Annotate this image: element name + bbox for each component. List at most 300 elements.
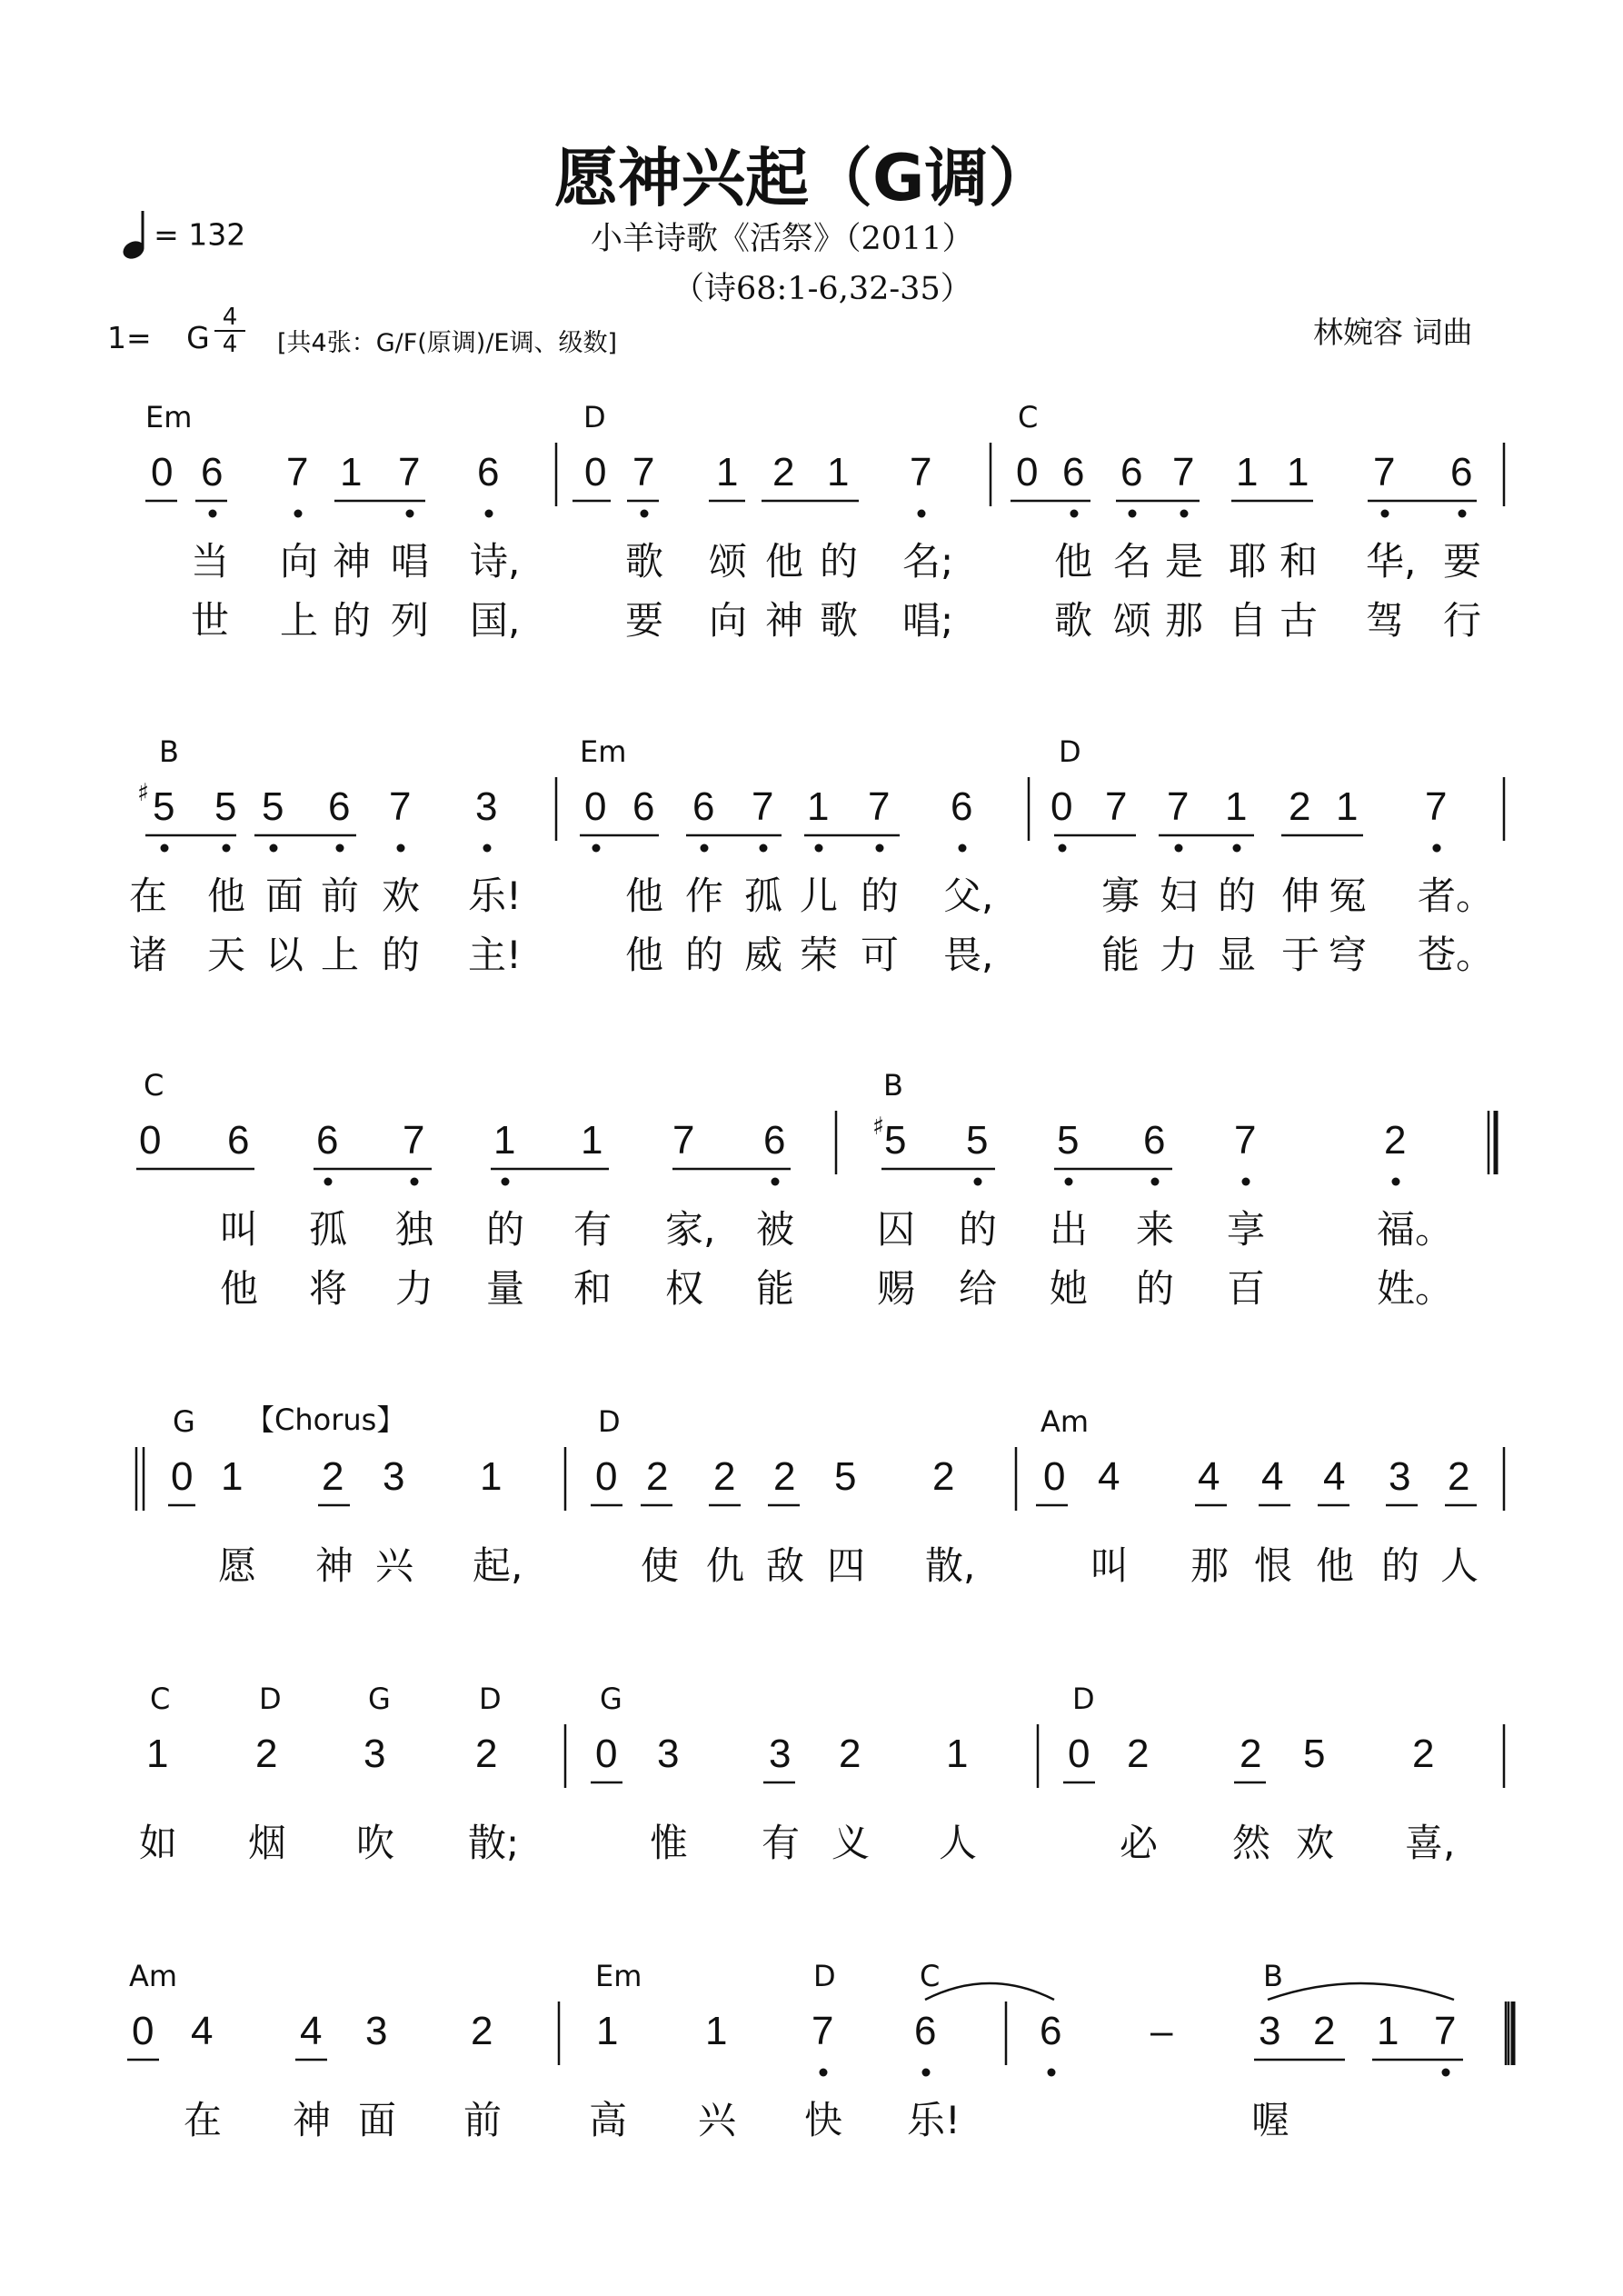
sharp-sign: ♯	[872, 1113, 885, 1141]
octave-dot	[1129, 510, 1137, 518]
note-digit: 6	[951, 784, 973, 829]
lyric-syllable: 权	[665, 1266, 704, 1311]
scripture-reference: （诗68:1-6,32-35）	[672, 271, 972, 307]
lyric-syllable: 散,	[925, 1543, 976, 1588]
lyric-syllable: 烟	[248, 1821, 287, 1865]
lyric-syllable: 上	[280, 598, 319, 643]
lyric-syllable: 家,	[665, 1207, 716, 1252]
note-digit: 1	[1236, 450, 1259, 494]
octave-dot	[1433, 844, 1441, 853]
lyric-syllable: 的	[486, 1207, 525, 1252]
lyric-syllable: 她	[1050, 1266, 1089, 1311]
octave-dot	[1233, 844, 1241, 853]
lyric-syllable: 散;	[468, 1821, 520, 1865]
lyric-syllable: 愿	[218, 1543, 257, 1588]
note-digit: 6	[201, 450, 224, 494]
lyric-syllable: 兴	[375, 1543, 414, 1588]
lyric-syllable: 将	[309, 1266, 348, 1311]
key-label: 1=	[107, 320, 152, 355]
chord-symbol: D	[1072, 1682, 1095, 1716]
note-digit: 6	[914, 2009, 937, 2053]
note-digit: 6	[632, 784, 655, 829]
lyric-syllable: 有	[762, 1821, 801, 1865]
lyric-syllable: 他	[625, 933, 664, 977]
chord-symbol: D	[583, 400, 606, 434]
note-digit: 3	[365, 2009, 388, 2053]
lyric-syllable: 诗,	[470, 539, 521, 584]
octave-dot	[918, 510, 926, 518]
lyric-syllable: 唱;	[902, 598, 954, 643]
note-digit: 2	[1384, 1118, 1407, 1163]
lyric-syllable: 在	[184, 2098, 223, 2142]
lyric-syllable: 他	[1054, 539, 1093, 584]
note-digit: 7	[286, 450, 309, 494]
lyric-syllable: 上	[321, 933, 360, 977]
note-digit: 0	[151, 450, 174, 494]
lyric-syllable: 喔	[1251, 2098, 1290, 2142]
lyric-syllable: 国,	[470, 598, 521, 643]
lyric-syllable: 使	[641, 1543, 680, 1588]
key-signature	[107, 320, 210, 355]
note-digit: 5	[1057, 1118, 1080, 1163]
note-digit: 1	[1336, 784, 1359, 829]
note-digit: 2	[932, 1454, 955, 1499]
note-digit: 4	[300, 2009, 323, 2053]
octave-dot	[1459, 510, 1467, 518]
note-digit: 0	[1043, 1454, 1066, 1499]
tempo-marking	[118, 209, 245, 260]
lyric-syllable: 的	[1136, 1266, 1175, 1311]
chord-symbol: C	[150, 1682, 171, 1716]
lyric-syllable: 然	[1232, 1821, 1271, 1865]
lyric-syllable: 向	[280, 539, 319, 584]
note-digit: 1	[716, 450, 739, 494]
lyric-syllable: 快	[804, 2098, 843, 2142]
lyric-syllable: 起,	[473, 1543, 523, 1588]
lyric-syllable: 乐!	[907, 2098, 961, 2142]
note-digit: 5	[262, 784, 284, 829]
lyric-syllable: 给	[959, 1266, 998, 1311]
note-digit: 7	[910, 450, 932, 494]
note-digit: 0	[171, 1454, 194, 1499]
lyric-syllable: 他	[220, 1266, 259, 1311]
octave-dot	[701, 844, 709, 853]
note-digit: 7	[1167, 784, 1190, 829]
note-digit: 7	[1373, 450, 1396, 494]
note-digit: 2	[1240, 1732, 1262, 1776]
key-note: G	[186, 320, 210, 355]
lyric-syllable: 父,	[943, 873, 994, 918]
note-digit: 0	[584, 784, 607, 829]
tempo-value: = 132	[154, 216, 246, 253]
lyric-syllable: 向	[709, 598, 748, 643]
octave-dot	[959, 844, 967, 853]
octave-dot	[772, 1178, 780, 1186]
octave-dot	[411, 1178, 419, 1186]
octave-dot	[592, 844, 601, 853]
chord-symbol: D	[259, 1682, 282, 1716]
chord-symbol: Am	[1041, 1404, 1090, 1439]
chord-symbol: D	[598, 1404, 621, 1439]
lyric-syllable: 威	[744, 933, 783, 977]
note-digit: 0	[595, 1732, 618, 1776]
octave-dot	[336, 844, 344, 853]
chord-symbol: B	[1263, 1959, 1283, 1993]
lyric-syllable: 人	[1440, 1543, 1479, 1588]
lyric-syllable: 来	[1136, 1207, 1175, 1252]
note-digit: 1	[221, 1454, 244, 1499]
note-digit: 7	[868, 784, 891, 829]
note-digit: 1	[1377, 2009, 1399, 2053]
lyric-syllable: 量	[486, 1266, 525, 1311]
note-digit: 1	[340, 450, 363, 494]
octave-dot	[1065, 1178, 1073, 1186]
note-digit: 1	[946, 1732, 969, 1776]
lyric-syllable: 的	[861, 873, 900, 918]
note-digit: 7	[632, 450, 655, 494]
note-digit: 4	[1323, 1454, 1346, 1499]
note-digit: 3	[1389, 1454, 1411, 1499]
lyric-syllable: 被	[756, 1207, 795, 1252]
note-digit: 1	[493, 1118, 516, 1163]
chord-symbol: B	[159, 734, 179, 769]
note-digit: 6	[1450, 450, 1473, 494]
octave-dot	[1180, 510, 1189, 518]
lyric-syllable: 可	[861, 933, 900, 977]
note-digit: 1	[1225, 784, 1248, 829]
note-digit: 0	[132, 2009, 154, 2053]
lyric-syllable: 神	[765, 598, 804, 643]
note-digit: 7	[1434, 2009, 1457, 2053]
lyric-syllable: 荣	[800, 933, 839, 977]
note-digit: 2	[471, 2009, 493, 2053]
octave-dot	[820, 2069, 828, 2077]
note-digit: 1	[480, 1454, 503, 1499]
note-digit: 5	[966, 1118, 989, 1163]
lyric-syllable: 能	[1101, 933, 1140, 977]
note-digit: 4	[1198, 1454, 1220, 1499]
lyric-syllable: 列	[391, 598, 430, 643]
note-digit: 1	[596, 2009, 619, 2053]
lyric-syllable: 有	[573, 1207, 612, 1252]
chord-symbol: C	[1018, 400, 1039, 434]
octave-dot	[974, 1178, 982, 1186]
lyric-syllable: 那	[1190, 1543, 1230, 1588]
note-digit: 7	[1105, 784, 1128, 829]
lyric-syllable: 诸	[129, 933, 168, 977]
octave-dot	[483, 844, 492, 853]
octave-dot	[397, 844, 405, 853]
time-bottom: 4	[222, 331, 238, 358]
lyric-syllable: 前	[463, 2098, 503, 2142]
lyric-syllable: 畏,	[943, 933, 994, 977]
note-digit: 7	[403, 1118, 425, 1163]
chord-symbol: C	[144, 1068, 164, 1103]
note-digit: 2	[322, 1454, 344, 1499]
note-digit: 7	[389, 784, 412, 829]
lyric-syllable: 歌	[820, 598, 859, 643]
lyric-syllable: 冤	[1329, 873, 1368, 918]
lyric-syllable: 兴	[698, 2098, 737, 2142]
lyric-syllable: 吹	[356, 1821, 395, 1865]
lyric-syllable: 于	[1281, 933, 1320, 977]
lyric-syllable: 仇	[706, 1543, 745, 1588]
lyric-syllable: 人	[939, 1821, 978, 1865]
octave-dot	[1442, 2069, 1450, 2077]
note-digit: 4	[1098, 1454, 1120, 1499]
lyric-syllable: 赐	[877, 1266, 916, 1311]
octave-dot	[223, 844, 231, 853]
octave-dot	[324, 1178, 333, 1186]
lyric-syllable: 的	[820, 539, 859, 584]
chord-symbol: Em	[580, 734, 627, 769]
note-digit: 2	[255, 1732, 278, 1776]
lyric-syllable: 力	[1160, 933, 1199, 977]
lyric-syllable: 他	[207, 873, 246, 918]
chord-symbol: G	[368, 1682, 391, 1716]
lyric-syllable: 在	[129, 873, 168, 918]
sharp-sign: ♯	[137, 779, 150, 807]
lyric-syllable: 叫	[220, 1207, 259, 1252]
lyric-syllable: 姓。	[1377, 1266, 1454, 1311]
lyric-syllable: 伸	[1281, 873, 1320, 918]
lyric-syllable: 喜,	[1405, 1821, 1456, 1865]
note-digit: 2	[773, 1454, 796, 1499]
note-digit: 1	[705, 2009, 728, 2053]
lyric-syllable: 者。	[1418, 873, 1495, 918]
lyric-syllable: 能	[756, 1266, 795, 1311]
octave-dot	[922, 2069, 931, 2077]
chord-symbol: B	[883, 1068, 903, 1103]
note-digit: 6	[328, 784, 351, 829]
lyric-syllable: 妇	[1160, 873, 1199, 918]
lyric-syllable: 和	[1279, 539, 1319, 584]
lyric-syllable: 囚	[877, 1207, 916, 1252]
lyric-syllable: 的	[959, 1207, 998, 1252]
octave-dot	[815, 844, 823, 853]
note-digit: 6	[1040, 2009, 1062, 2053]
note-digit: 3	[1259, 2009, 1281, 2053]
lyric-syllable: 以	[265, 933, 304, 977]
note-digit: 6	[227, 1118, 250, 1163]
lyric-syllable: 颂	[709, 539, 748, 584]
note-digit: 0	[1016, 450, 1039, 494]
note-digit: 0	[1050, 784, 1073, 829]
lyric-syllable: 驾	[1366, 598, 1405, 643]
lyric-syllable: 要	[625, 598, 664, 643]
note-digit: 1	[581, 1118, 603, 1163]
octave-dot	[1175, 844, 1183, 853]
note-digit: 1	[1287, 450, 1309, 494]
note-digit: 3	[363, 1732, 386, 1776]
lyric-syllable: 那	[1165, 598, 1204, 643]
lyric-syllable: 他	[765, 539, 804, 584]
lyric-syllable: 是	[1165, 539, 1204, 584]
lyric-syllable: 华,	[1366, 539, 1417, 584]
lyric-syllable: 和	[573, 1266, 612, 1311]
time-signature	[214, 304, 245, 357]
note-digit: 3	[769, 1732, 792, 1776]
page-title: 愿神兴起（G调）	[554, 141, 1052, 215]
lyric-syllable: 义	[831, 1821, 871, 1865]
composer: 林婉容 词曲	[1313, 314, 1473, 350]
tie-slur	[925, 1983, 1054, 2000]
lyric-syllable: 古	[1279, 598, 1319, 643]
version-note: [共4张：G/F(原调)/E调、级数]	[277, 329, 618, 357]
note-digit: 5	[1303, 1732, 1326, 1776]
note-digit: 2	[646, 1454, 669, 1499]
note-digit: 7	[812, 2009, 834, 2053]
lyric-syllable: 的	[382, 933, 421, 977]
subtitle: 小羊诗歌《活祭》（2011）	[591, 221, 974, 257]
chord-symbol: Em	[595, 1959, 642, 1993]
octave-dot	[876, 844, 884, 853]
chord-symbol: C	[920, 1959, 941, 1993]
note-digit: 5	[153, 784, 175, 829]
lyric-syllable: 颂	[1113, 598, 1152, 643]
note-digit: 2	[1313, 2009, 1336, 2053]
note-digit: 2	[1289, 784, 1311, 829]
lyric-syllable: 欢	[1296, 1821, 1335, 1865]
lyric-syllable: 名;	[902, 539, 954, 584]
lyric-syllable: 的	[333, 598, 372, 643]
note-digit: 2	[1412, 1732, 1435, 1776]
note-digit: 3	[657, 1732, 680, 1776]
lyric-syllable: 如	[139, 1821, 178, 1865]
note-digit: 2	[772, 450, 795, 494]
lyric-syllable: 当	[191, 539, 230, 584]
note-digit: 0	[584, 450, 607, 494]
note-digit: 2	[1448, 1454, 1470, 1499]
octave-dot	[1242, 1178, 1250, 1186]
octave-dot	[294, 510, 303, 518]
note-digit: 2	[839, 1732, 861, 1776]
note-digit: 6	[477, 450, 500, 494]
lyric-syllable: 高	[589, 2098, 628, 2142]
chord-symbol: G	[173, 1404, 195, 1439]
lyric-syllable: 歌	[625, 539, 664, 584]
lyric-syllable: 他	[625, 873, 664, 918]
note-digit: 7	[672, 1118, 695, 1163]
octave-dot	[760, 844, 768, 853]
lyric-syllable: 前	[321, 873, 360, 918]
note-digit: 1	[146, 1732, 169, 1776]
note-digit: 0	[595, 1454, 618, 1499]
lyric-syllable: 惟	[650, 1821, 689, 1865]
lyric-syllable: 耶	[1229, 539, 1268, 584]
lyric-syllable: 苍。	[1418, 933, 1495, 977]
octave-dot	[1433, 844, 1441, 853]
note-digit: 6	[1062, 450, 1085, 494]
lyric-syllable: 享	[1227, 1207, 1266, 1252]
octave-dot	[406, 510, 414, 518]
note-digit: 6	[316, 1118, 339, 1163]
note-digit: 2	[475, 1732, 498, 1776]
note-digit: 7	[752, 784, 774, 829]
lyric-syllable: 孤	[309, 1207, 348, 1252]
octave-dot	[270, 844, 278, 853]
lyric-syllable: 独	[395, 1207, 434, 1252]
chord-symbol: Am	[129, 1959, 178, 1993]
section-label: 【Chorus】	[245, 1403, 406, 1437]
note-digit: 4	[191, 2009, 214, 2053]
note-digit: 0	[1068, 1732, 1090, 1776]
lyric-syllable: 行	[1443, 598, 1482, 643]
lyric-syllable: 他	[1316, 1543, 1355, 1588]
octave-dot	[502, 1178, 510, 1186]
lyric-syllable: 叫	[1090, 1543, 1130, 1588]
note-digit: 6	[1143, 1118, 1166, 1163]
lyric-syllable: 作	[685, 873, 724, 918]
octave-dot	[1392, 1178, 1400, 1186]
note-digit: 6	[692, 784, 715, 829]
time-top: 4	[222, 304, 238, 331]
lyric-syllable: 面	[265, 873, 304, 918]
chord-symbol: Em	[145, 400, 193, 434]
lyric-syllable: 四	[827, 1543, 866, 1588]
lyric-syllable: 的	[1218, 873, 1257, 918]
lyric-syllable: 神	[293, 2098, 332, 2142]
octave-dot	[1151, 1178, 1160, 1186]
note-digit: 6	[763, 1118, 786, 1163]
lyric-syllable: 名	[1113, 539, 1152, 584]
lyric-syllable: 敌	[766, 1543, 805, 1588]
lyric-syllable: 穹	[1329, 933, 1368, 977]
lyric-syllable: 世	[191, 598, 230, 643]
octave-dot	[161, 844, 169, 853]
note-digit: 5	[834, 1454, 857, 1499]
note-digit: 5	[884, 1118, 907, 1163]
lyric-syllable: 福。	[1377, 1207, 1454, 1252]
note-digit: –	[1150, 2009, 1173, 2053]
octave-dot	[1048, 2069, 1056, 2077]
lyric-syllable: 出	[1050, 1207, 1089, 1252]
chord-symbol: D	[813, 1959, 836, 1993]
octave-dot	[209, 510, 217, 518]
note-digit: 7	[1172, 450, 1195, 494]
lyric-syllable: 力	[395, 1266, 434, 1311]
lyric-syllable: 百	[1227, 1266, 1266, 1311]
lyric-syllable: 主!	[468, 933, 522, 977]
octave-dot	[485, 510, 493, 518]
note-digit: 1	[827, 450, 850, 494]
note-digit: 0	[139, 1118, 162, 1163]
lyric-syllable: 天	[207, 933, 246, 977]
note-digit: 5	[214, 784, 237, 829]
note-digit: 4	[1261, 1454, 1284, 1499]
lyric-syllable: 神	[315, 1543, 354, 1588]
lyric-syllable: 面	[358, 2098, 397, 2142]
tie-slur	[1268, 1983, 1454, 2000]
chord-symbol: G	[600, 1682, 622, 1716]
lyric-syllable: 乐!	[468, 873, 522, 918]
octave-dot	[1381, 510, 1389, 518]
lyric-syllable: 神	[333, 539, 372, 584]
note-digit: 3	[475, 784, 498, 829]
note-digit: 7	[1234, 1118, 1257, 1163]
note-digit: 6	[1120, 450, 1143, 494]
lyric-syllable: 欢	[382, 873, 421, 918]
octave-dot	[641, 510, 649, 518]
lyric-syllable: 要	[1443, 539, 1482, 584]
lyric-syllable: 歌	[1054, 598, 1093, 643]
chord-symbol: D	[479, 1682, 502, 1716]
note-digit: 2	[1127, 1732, 1150, 1776]
octave-dot	[1070, 510, 1079, 518]
chord-symbol: D	[1059, 734, 1081, 769]
lyric-syllable: 恨	[1254, 1543, 1293, 1588]
note-digit: 2	[713, 1454, 736, 1499]
